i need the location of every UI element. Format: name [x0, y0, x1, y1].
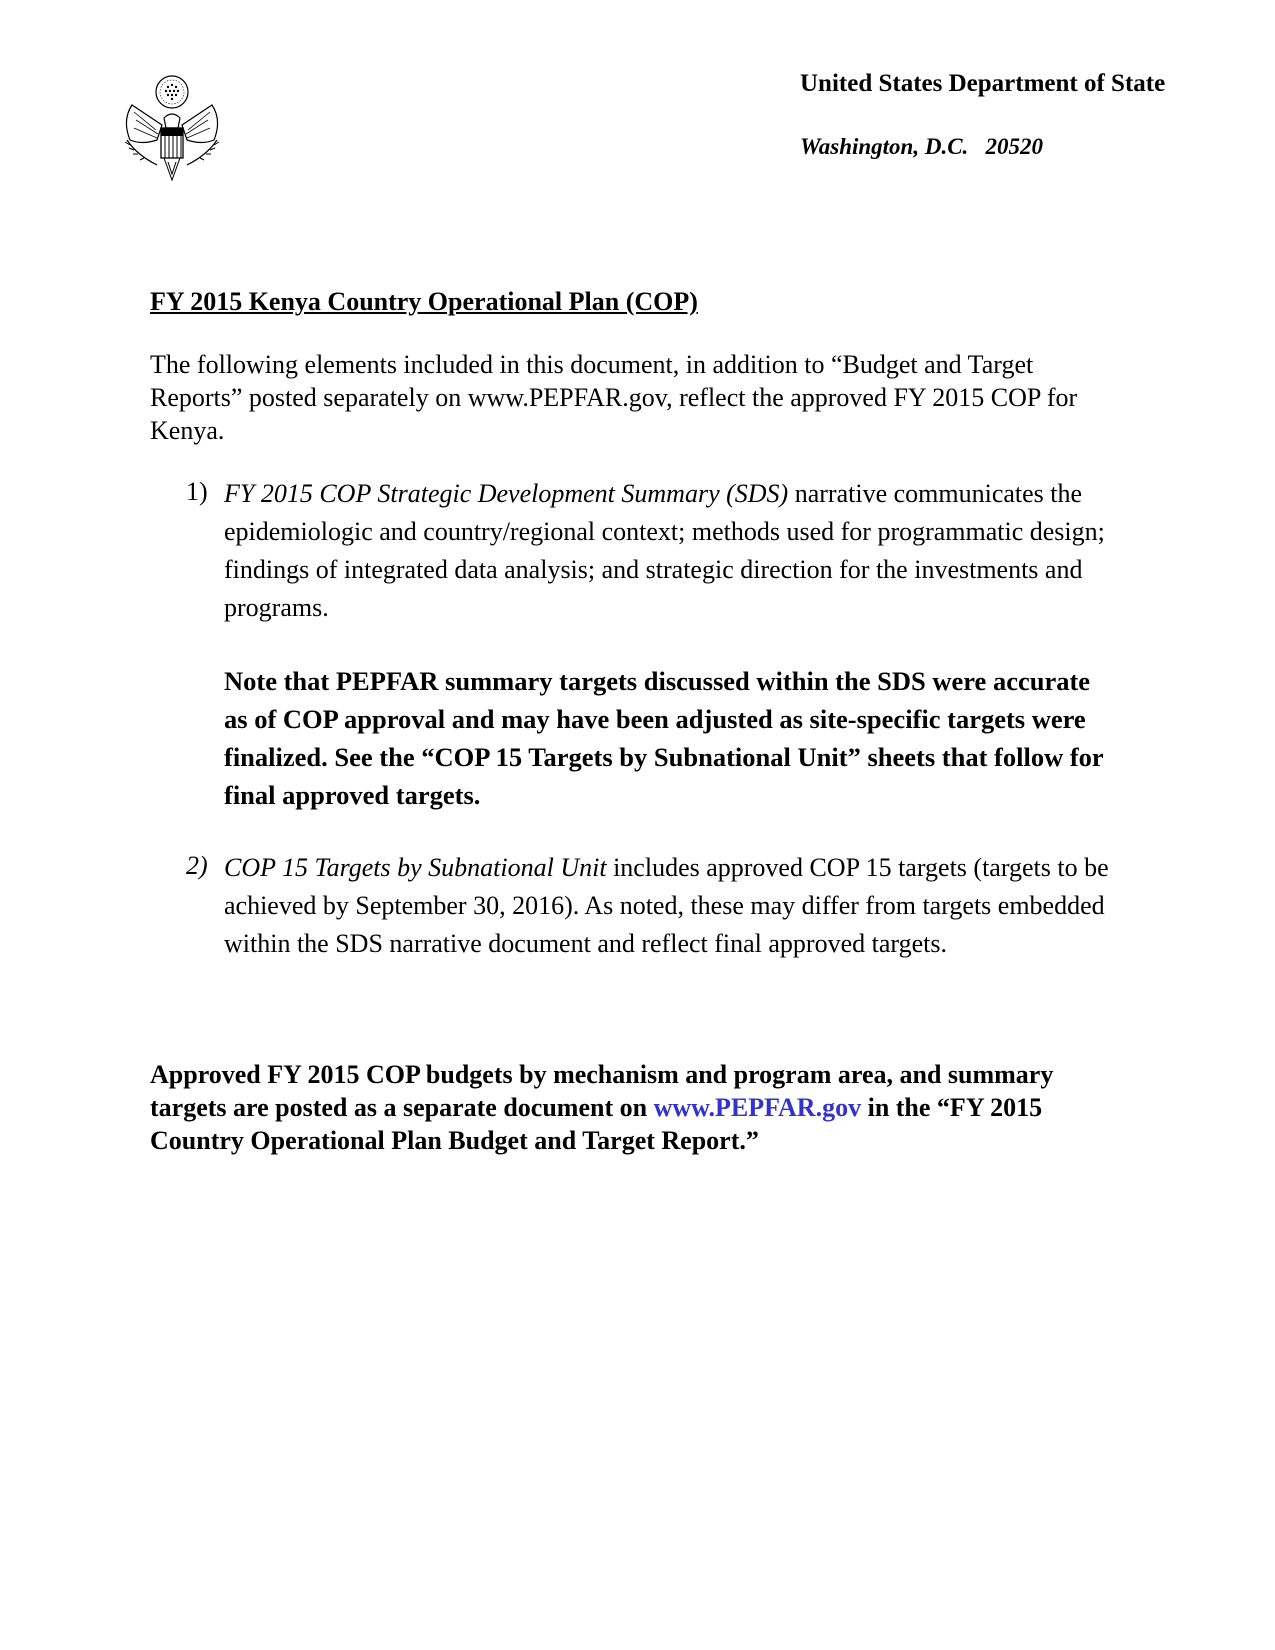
- document-title: FY 2015 Kenya Country Operational Plan (COP): [150, 287, 698, 316]
- list-item-title: COP 15 Targets by Subnational Unit: [224, 853, 607, 882]
- pepfar-link[interactable]: www.PEPFAR.gov: [653, 1093, 862, 1122]
- intro-paragraph: The following elements included in this document, in addition to “Budget and Target Reports” posted separately on www.PEPFAR.gov, reflect the approved FY 2015 COP for Kenya.: [150, 350, 1078, 445]
- list-item-number: 1): [186, 477, 208, 506]
- list-item-targets: [150, 849, 1110, 963]
- list-item-number: 2): [186, 851, 208, 880]
- closing-text-before: Approved FY 2015 COP budgets by mechanism and program area, and summary targets are posted as a separate document on: [150, 1060, 1054, 1122]
- closing-paragraph: [150, 1058, 1110, 1157]
- list-item-sds: [150, 475, 1110, 627]
- document-body: [150, 285, 1110, 1183]
- list-item-text: includes approved COP 15 targets (targets to be achieved by September 30, 2016). As noted, these may differ from targets embedded within the SDS narrative document and reflect final approved targets.: [224, 853, 1109, 958]
- closing-text-after: in the “FY 2015 Country Operational Plan Budget and Target Report.”: [150, 1093, 1043, 1155]
- list-item-text: narrative communicates the epidemiologic and country/regional context; methods used for programmatic design; findings of integrated data analysis; and strategic direction for the investments and programs.: [224, 479, 1105, 622]
- department-name: United States Department of State: [800, 70, 1166, 97]
- note-paragraph: Note that PEPFAR summary targets discussed within the SDS were accurate as of COP approval and may have been adjusted as site-specific targets were finalized. See the “COP 15 Targets by Subnational Unit” sheets that follow for final approved targets.: [224, 666, 1104, 810]
- department-address: Washington, D.C. 20520: [800, 134, 1044, 159]
- eagle-seal-graphic: [112, 70, 232, 190]
- list-item-title: FY 2015 COP Strategic Development Summary (SDS): [224, 479, 789, 508]
- state-department-seal-icon: [112, 70, 232, 190]
